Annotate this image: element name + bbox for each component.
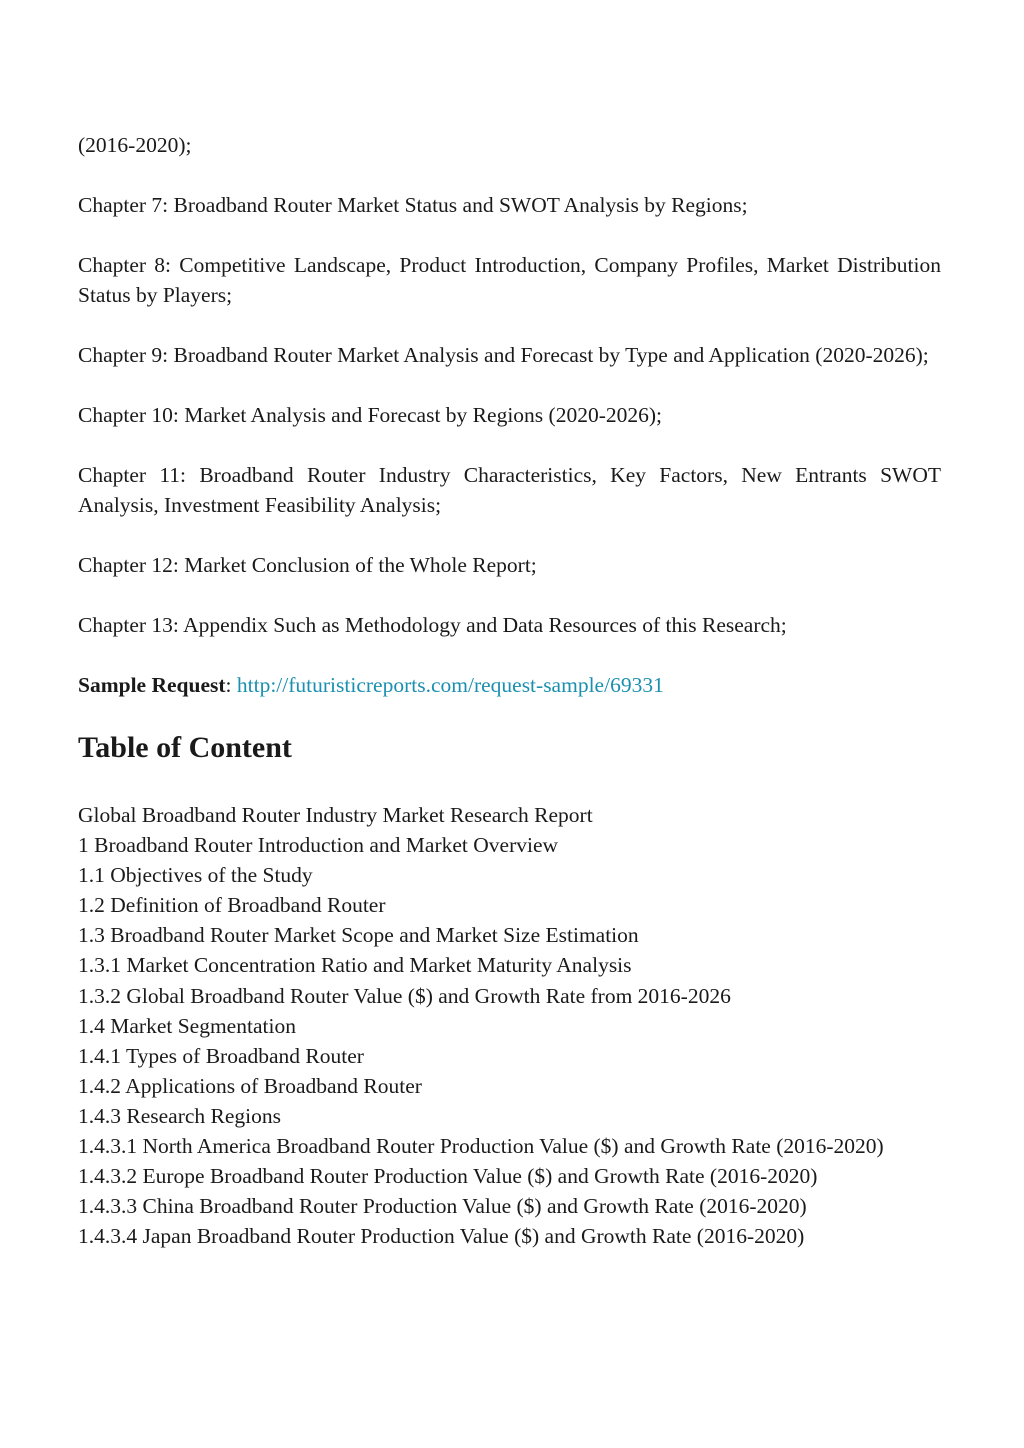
toc-item: 1.4.3.1 North America Broadband Router Production Value ($) and Growth Rate (2016-2020) — [78, 1134, 884, 1159]
toc-item: 1.4.3.4 Japan Broadband Router Production Value ($) and Growth Rate (2016-2020) — [78, 1224, 805, 1249]
document-page — [78, 130, 941, 1251]
toc-item: 1.3.2 Global Broadband Router Value ($) and Growth Rate from 2016-2026 — [78, 983, 731, 1008]
toc-item: 1.1 Objectives of the Study — [78, 863, 313, 888]
sample-request-link[interactable]: http://futuristicreports.com/request-sample/69331 — [236, 673, 664, 697]
sample-request-label: Sample Request — [78, 673, 226, 697]
paragraph-chapter-8: Chapter 8: Competitive Landscape, Product Introduction, Company Profiles, Market Distribution Status by Players; — [78, 253, 941, 307]
paragraph-chapter-11: Chapter 11: Broadband Router Industry Characteristics, Key Factors, New Entrants SWOT Analysis, Investment Feasibility Analysis; — [78, 463, 941, 517]
toc-item: 1.4.2 Applications of Broadband Router — [78, 1073, 422, 1098]
paragraph-chapter-13: Chapter 13: Appendix Such as Methodology and Data Resources of this Research; — [78, 613, 787, 637]
toc-item: 1.4.1 Types of Broadband Router — [78, 1043, 364, 1068]
paragraph-continuation: (2016-2020); — [78, 133, 192, 157]
toc-item: 1.3.1 Market Concentration Ratio and Market Maturity Analysis — [78, 953, 632, 978]
sample-request — [78, 670, 941, 700]
paragraph-chapter-7: Chapter 7: Broadband Router Market Status and SWOT Analysis by Regions; — [78, 193, 748, 217]
paragraph-chapter-10: Chapter 10: Market Analysis and Forecast by Regions (2020-2026); — [78, 403, 662, 427]
toc-item: 1.4 Market Segmentation — [78, 1013, 296, 1038]
toc-item: Global Broadband Router Industry Market Research Report — [78, 803, 593, 827]
toc-item: 1.4.3.2 Europe Broadband Router Production Value ($) and Growth Rate (2016-2020) — [78, 1164, 818, 1189]
toc-list — [78, 800, 941, 1251]
toc-item: 1.4.3 Research Regions — [78, 1103, 282, 1128]
toc-item: 1.2 Definition of Broadband Router — [78, 893, 386, 918]
paragraph-chapter-9: Chapter 9: Broadband Router Market Analysis and Forecast by Type and Application (2020-2026); — [78, 343, 929, 367]
toc-item: 1.3 Broadband Router Market Scope and Market Size Estimation — [78, 923, 639, 948]
toc-title: Table of Content — [78, 731, 292, 764]
paragraph-chapter-12: Chapter 12: Market Conclusion of the Whole Report; — [78, 553, 537, 577]
toc-item: 1 Broadband Router Introduction and Market Overview — [78, 833, 559, 858]
toc-item: 1.4.3.3 China Broadband Router Production Value ($) and Growth Rate (2016-2020) — [78, 1194, 807, 1219]
sample-request-separator: : — [225, 673, 237, 697]
